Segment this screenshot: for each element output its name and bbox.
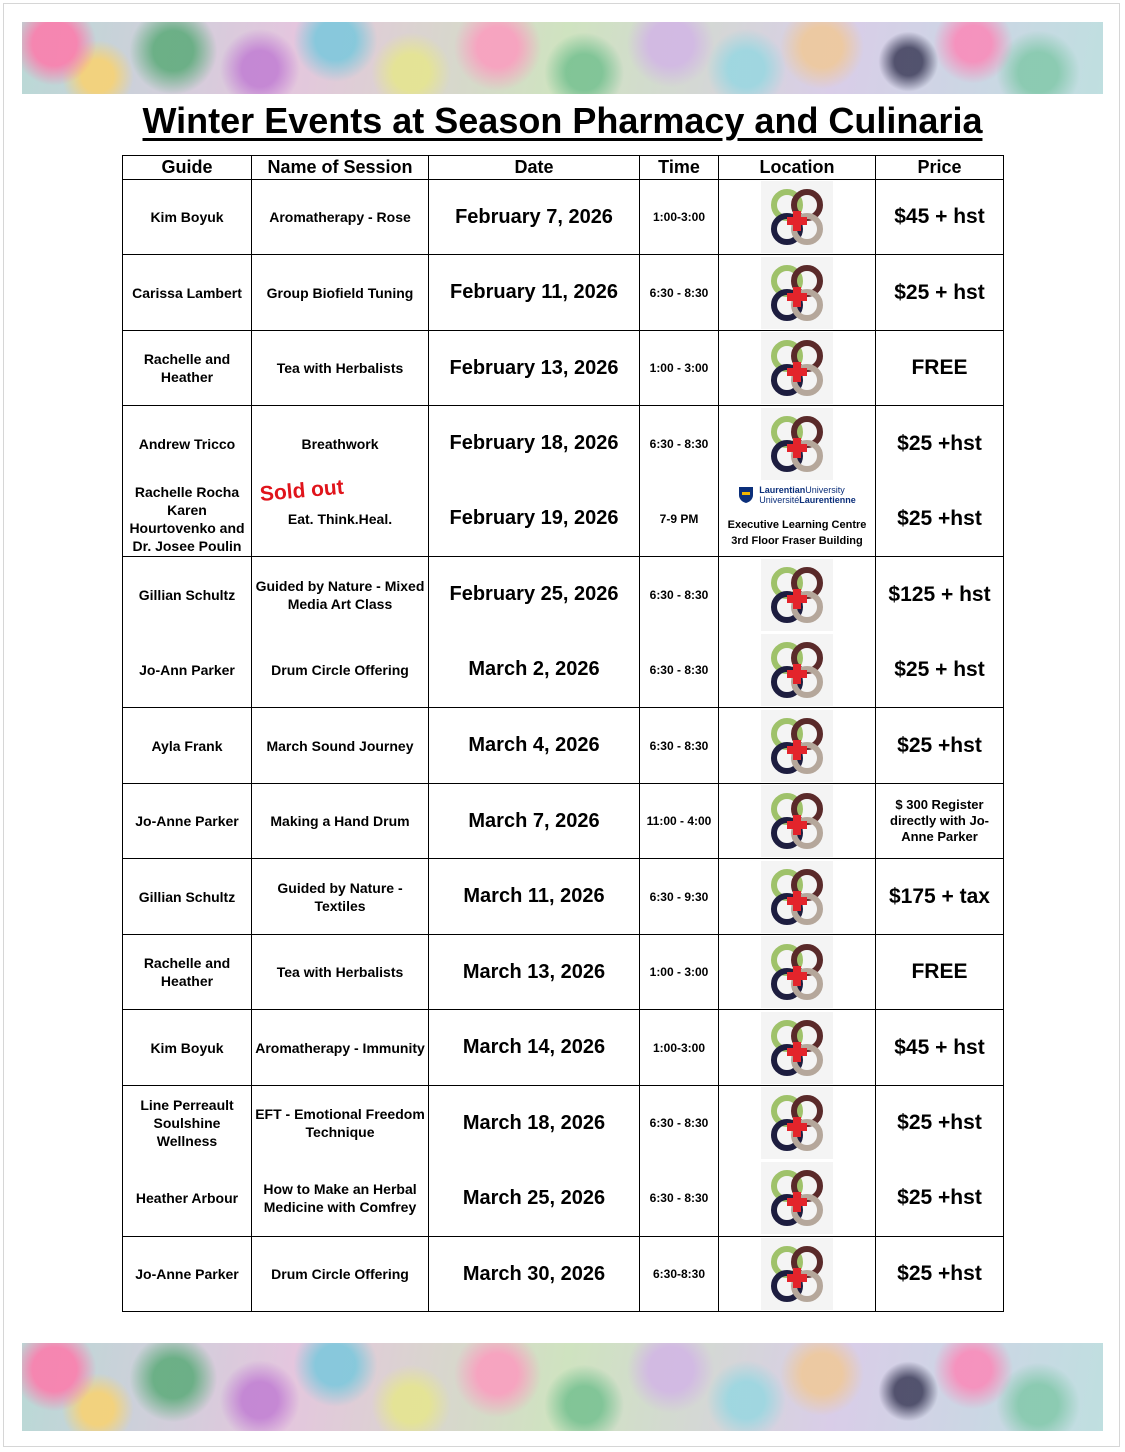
time-cell: 6:30 - 8:30 bbox=[640, 708, 719, 784]
session-name: Making a Hand Drum bbox=[270, 813, 410, 829]
location-cell bbox=[719, 935, 876, 1010]
session-cell bbox=[252, 784, 429, 859]
price-cell: $25 +hst bbox=[876, 482, 1004, 557]
price-cell: $25 +hst bbox=[876, 1086, 1004, 1161]
season-pharmacy-logo bbox=[761, 785, 833, 857]
time-cell: 6:30 - 8:30 bbox=[640, 633, 719, 708]
season-pharmacy-logo bbox=[761, 1162, 833, 1234]
header-price: Price bbox=[876, 156, 1004, 180]
price-cell: $25 + hst bbox=[876, 633, 1004, 708]
date-cell: March 13, 2026 bbox=[429, 935, 640, 1010]
season-pharmacy-logo-icon bbox=[761, 936, 833, 1008]
location-cell bbox=[719, 482, 876, 557]
price-cell: $175 + tax bbox=[876, 859, 1004, 935]
guide-cell: Line Perreault Soulshine Wellness bbox=[123, 1086, 252, 1161]
location-cell bbox=[719, 406, 876, 482]
time-cell: 1:00 - 3:00 bbox=[640, 935, 719, 1010]
date-cell: February 18, 2026 bbox=[429, 406, 640, 482]
session-cell bbox=[252, 1237, 429, 1312]
session-cell bbox=[252, 859, 429, 935]
time-cell: 6:30 - 8:30 bbox=[640, 1161, 719, 1237]
guide-cell: Carissa Lambert bbox=[123, 255, 252, 331]
location-cell bbox=[719, 1161, 876, 1237]
time-cell: 6:30 - 8:30 bbox=[640, 255, 719, 331]
price-cell: $ 300 Register directly with Jo-Anne Parker bbox=[876, 784, 1004, 859]
guide-cell: Heather Arbour bbox=[123, 1161, 252, 1237]
date-cell: March 2, 2026 bbox=[429, 633, 640, 708]
season-pharmacy-logo-icon bbox=[761, 785, 833, 857]
season-pharmacy-logo bbox=[761, 861, 833, 933]
time-cell: 1:00 - 3:00 bbox=[640, 331, 719, 406]
session-cell bbox=[252, 935, 429, 1010]
price-cell: $45 + hst bbox=[876, 180, 1004, 255]
table-row bbox=[123, 633, 1004, 708]
season-pharmacy-logo-icon bbox=[761, 1238, 833, 1310]
table-row bbox=[123, 180, 1004, 255]
location-cell bbox=[719, 859, 876, 935]
season-pharmacy-logo bbox=[761, 257, 833, 329]
location-cell bbox=[719, 784, 876, 859]
date-cell: February 13, 2026 bbox=[429, 331, 640, 406]
time-cell: 6:30 - 8:30 bbox=[640, 406, 719, 482]
sold-out-badge: Sold out bbox=[258, 475, 345, 506]
date-cell: March 7, 2026 bbox=[429, 784, 640, 859]
time-cell: 6:30 - 9:30 bbox=[640, 859, 719, 935]
session-cell bbox=[252, 1161, 429, 1237]
session-name: Group Biofield Tuning bbox=[266, 284, 414, 301]
date-cell: February 25, 2026 bbox=[429, 557, 640, 633]
top-art-banner bbox=[22, 22, 1103, 94]
season-pharmacy-logo bbox=[761, 332, 833, 404]
season-pharmacy-logo bbox=[761, 1087, 833, 1159]
header-time: Time bbox=[640, 156, 719, 180]
time-cell: 6:30-8:30 bbox=[640, 1237, 719, 1312]
season-pharmacy-logo-icon bbox=[761, 257, 833, 329]
season-pharmacy-logo-icon bbox=[761, 1012, 833, 1084]
session-name: Tea with Herbalists bbox=[276, 360, 404, 376]
location-cell bbox=[719, 557, 876, 633]
table-row bbox=[123, 935, 1004, 1010]
season-pharmacy-logo-icon bbox=[761, 1162, 833, 1234]
season-pharmacy-logo-icon bbox=[761, 408, 833, 480]
season-pharmacy-logo-icon bbox=[761, 861, 833, 933]
session-name: Breathwork bbox=[301, 435, 379, 452]
table-row bbox=[123, 1086, 1004, 1161]
session-cell bbox=[252, 255, 429, 331]
time-cell: 1:00-3:00 bbox=[640, 180, 719, 255]
guide-cell: Andrew Tricco bbox=[123, 406, 252, 482]
price-cell: $25 +hst bbox=[876, 1237, 1004, 1312]
session-cell bbox=[252, 1010, 429, 1086]
header-date: Date bbox=[429, 156, 640, 180]
location-line-2: 3rd Floor Fraser Building bbox=[731, 534, 863, 547]
bottom-art-banner bbox=[22, 1343, 1103, 1431]
date-cell: February 11, 2026 bbox=[429, 255, 640, 331]
table-row bbox=[123, 557, 1004, 633]
session-name: Drum Circle Offering bbox=[271, 1266, 409, 1282]
date-cell: March 14, 2026 bbox=[429, 1010, 640, 1086]
location-cell bbox=[719, 255, 876, 331]
laurentian-name-en: LaurentianUniversity bbox=[759, 484, 845, 495]
laurentian-name-fr: UniversitéLaurentienne bbox=[759, 494, 856, 505]
price-cell: FREE bbox=[876, 935, 1004, 1010]
price-cell: FREE bbox=[876, 331, 1004, 406]
season-pharmacy-logo bbox=[761, 1012, 833, 1084]
season-pharmacy-logo bbox=[761, 634, 833, 706]
table-header-row bbox=[123, 156, 1004, 180]
date-cell: March 30, 2026 bbox=[429, 1237, 640, 1312]
session-cell bbox=[252, 708, 429, 784]
date-cell: March 25, 2026 bbox=[429, 1161, 640, 1237]
price-cell: $25 +hst bbox=[876, 708, 1004, 784]
time-cell: 6:30 - 8:30 bbox=[640, 1086, 719, 1161]
guide-cell: Jo-Ann Parker bbox=[123, 633, 252, 708]
time-cell: 11:00 - 4:00 bbox=[640, 784, 719, 859]
guide-cell: Rachelle Rocha Karen Hourtovenko and Dr. Josee Poulin bbox=[123, 482, 252, 557]
events-table bbox=[122, 155, 1004, 1312]
date-cell: March 11, 2026 bbox=[429, 859, 640, 935]
season-pharmacy-logo bbox=[761, 559, 833, 631]
location-line-1: Executive Learning Centre bbox=[727, 518, 867, 531]
session-name: EFT - Emotional Freedom Technique bbox=[255, 1106, 425, 1141]
session-cell bbox=[252, 180, 429, 255]
page-title: Winter Events at Season Pharmacy and Culinaria bbox=[142, 100, 983, 141]
table-row bbox=[123, 1010, 1004, 1086]
header-guide: Guide bbox=[123, 156, 252, 180]
guide-cell: Jo-Anne Parker bbox=[123, 784, 252, 859]
session-name: Aromatherapy - Immunity bbox=[255, 1039, 425, 1056]
session-name: March Sound Journey bbox=[266, 737, 414, 754]
location-cell bbox=[719, 708, 876, 784]
location-cell bbox=[719, 1086, 876, 1161]
season-pharmacy-logo bbox=[761, 408, 833, 480]
location-cell bbox=[719, 1237, 876, 1312]
session-name: Aromatherapy - Rose bbox=[269, 209, 411, 225]
guide-cell: Kim Boyuk bbox=[123, 1010, 252, 1086]
table-row bbox=[123, 708, 1004, 784]
season-pharmacy-logo-icon bbox=[761, 634, 833, 706]
table-row bbox=[123, 482, 1004, 557]
season-pharmacy-logo bbox=[761, 181, 833, 253]
date-cell: March 4, 2026 bbox=[429, 708, 640, 784]
guide-cell: Jo-Anne Parker bbox=[123, 1237, 252, 1312]
guide-cell: Rachelle and Heather bbox=[123, 331, 252, 406]
price-cell: $25 + hst bbox=[876, 255, 1004, 331]
season-pharmacy-logo-icon bbox=[761, 710, 833, 782]
session-cell bbox=[252, 557, 429, 633]
season-pharmacy-logo-icon bbox=[761, 1087, 833, 1159]
laurentian-shield-icon bbox=[738, 486, 754, 504]
laurentian-university-logo bbox=[738, 485, 856, 505]
session-name: Tea with Herbalists bbox=[276, 964, 404, 980]
table-row bbox=[123, 784, 1004, 859]
guide-cell: Kim Boyuk bbox=[123, 180, 252, 255]
session-cell bbox=[252, 406, 429, 482]
table-row bbox=[123, 331, 1004, 406]
season-pharmacy-logo-icon bbox=[761, 181, 833, 253]
laurentian-location bbox=[721, 484, 873, 549]
session-name: How to Make an Herbal Medicine with Comfrey bbox=[263, 1181, 417, 1216]
season-pharmacy-logo bbox=[761, 710, 833, 782]
session-cell bbox=[252, 475, 429, 557]
time-cell: 7-9 PM bbox=[640, 482, 719, 557]
location-cell bbox=[719, 180, 876, 255]
table-row bbox=[123, 255, 1004, 331]
table-row bbox=[123, 1161, 1004, 1237]
price-cell: $125 + hst bbox=[876, 557, 1004, 633]
season-pharmacy-logo bbox=[761, 936, 833, 1008]
time-cell: 6:30 - 8:30 bbox=[640, 557, 719, 633]
season-pharmacy-logo-icon bbox=[761, 559, 833, 631]
season-pharmacy-logo-icon bbox=[761, 332, 833, 404]
table-row bbox=[123, 859, 1004, 935]
guide-cell: Rachelle and Heather bbox=[123, 935, 252, 1010]
season-pharmacy-logo bbox=[761, 1238, 833, 1310]
session-cell bbox=[252, 331, 429, 406]
location-cell bbox=[719, 1010, 876, 1086]
header-session: Name of Session bbox=[252, 156, 429, 180]
session-cell bbox=[252, 633, 429, 708]
header-location: Location bbox=[719, 156, 876, 180]
location-cell bbox=[719, 633, 876, 708]
session-name: Guided by Nature - Textiles bbox=[277, 879, 403, 914]
price-cell: $45 + hst bbox=[876, 1010, 1004, 1086]
session-cell bbox=[252, 1086, 429, 1161]
guide-cell: Ayla Frank bbox=[123, 708, 252, 784]
session-name: Eat. Think.Heal. bbox=[287, 510, 393, 527]
location-cell bbox=[719, 331, 876, 406]
price-cell: $25 +hst bbox=[876, 406, 1004, 482]
table-row bbox=[123, 406, 1004, 482]
table-row bbox=[123, 1237, 1004, 1312]
guide-cell: Gillian Schultz bbox=[123, 859, 252, 935]
guide-cell: Gillian Schultz bbox=[123, 557, 252, 633]
price-cell: $25 +hst bbox=[876, 1161, 1004, 1237]
date-cell: February 19, 2026 bbox=[429, 482, 640, 557]
session-name: Drum Circle Offering bbox=[271, 661, 409, 678]
session-name: Guided by Nature - Mixed Media Art Class bbox=[255, 577, 425, 612]
date-cell: February 7, 2026 bbox=[429, 180, 640, 255]
time-cell: 1:00-3:00 bbox=[640, 1010, 719, 1086]
date-cell: March 18, 2026 bbox=[429, 1086, 640, 1161]
